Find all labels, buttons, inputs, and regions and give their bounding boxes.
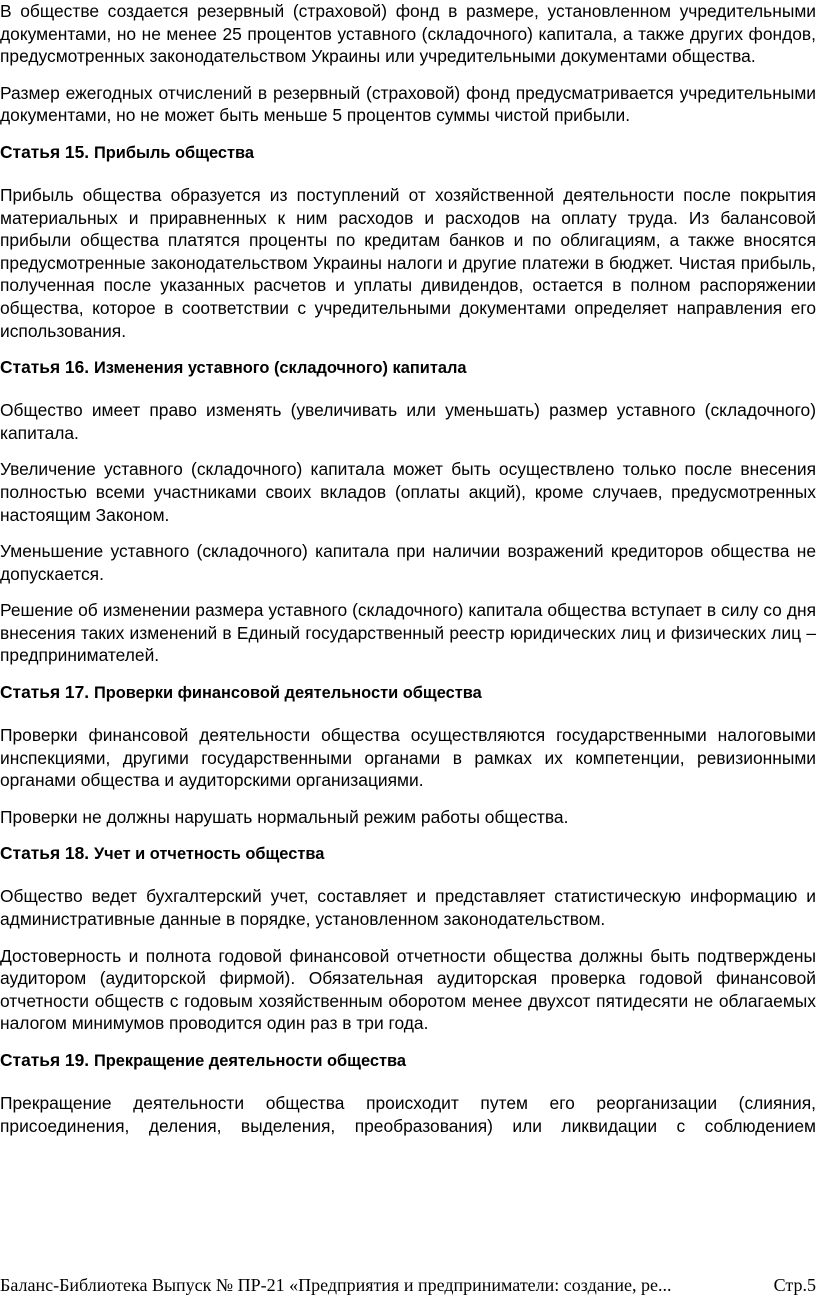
article-number: Статья 18. — [0, 843, 90, 864]
footer-publication: Баланс-Библиотека Выпуск № ПР-21 «Предприятия и предприниматели: создание, ре... — [0, 1275, 672, 1295]
article-16-paragraph-2: Увеличение уставного (складочного) капитала может быть осуществлено только после внесения полностью всеми участниками своих вкладов (оплаты акций), кроме случаев, предусмотренных настоящим Законом. — [0, 459, 816, 525]
paragraph-annual-deductions: Размер ежегодных отчислений в резервный (страховой) фонд предусматривается учредительными документами, но не может быть меньше 5 процентов суммы чистой прибыли. — [0, 82, 816, 126]
article-18-heading — [0, 842, 816, 865]
page-footer — [0, 1274, 816, 1296]
article-15-heading — [0, 141, 816, 164]
article-18-paragraph-1: Общество ведет бухгалтерский учет, составляет и представляет статистическую информацию и административные данные в порядке, установленном законодательством. — [0, 886, 816, 930]
article-title: Прекращение деятельности общества — [93, 1052, 406, 1070]
article-number: Статья 19. — [0, 1050, 90, 1070]
article-19-paragraph: Прекращение деятельности общества происходит путем его реорганизации (слияния, присоединения, деления, выделения, преобразования) или ликвидации с соблюдением — [0, 1093, 816, 1136]
article-number: Статья 17. — [0, 682, 90, 703]
article-title: Учет и отчетность общества — [93, 845, 325, 864]
article-title: Проверки финансовой деятельности общества — [93, 684, 482, 703]
article-17-paragraph-1: Проверки финансовой деятельности общества осуществляются государственными налоговыми инспекциями, другими государственными органами в рамках их компетенции, ревизионными органами общества и аудиторскими организациями. — [0, 725, 816, 791]
article-17-heading — [0, 681, 816, 704]
article-15-paragraph: Прибыль общества образуется из поступлений от хозяйственной деятельности после покрытия материальных и приравненных к ним расходов и расходов на оплату труда. Из балансовой прибыли общества платятся проценты по кредитам банков и по облигациям, а также вносятся предусмотренные законодательством Украины налоги и другие платежи в бюджет. Чистая прибыль, полученная после указанных расчетов и уплаты дивидендов, остается в полном распоряжении общества, которое в соответствии с учредительными документами определяет направления его использования. — [0, 184, 816, 341]
article-number: Статья 16. — [0, 357, 90, 378]
article-title: Прибыль общества — [93, 143, 254, 162]
article-title: Изменения уставного (складочного) капитала — [93, 359, 467, 378]
article-16-paragraph-3: Уменьшение уставного (складочного) капитала при наличии возражений кредиторов общества не допускается. — [0, 541, 816, 584]
paragraph-reserve-fund: В обществе создается резервный (страховой) фонд в размере, установленном учредительными документами, но не менее 25 процентов уставного (складочного) капитала, а также других фондов, предусмотренных законодательством Украины или учредительными документами общества. — [0, 1, 816, 67]
article-18-paragraph-2: Достоверность и полнота годовой финансовой отчетности общества должны быть подтверждены аудитором (аудиторской фирмой). Обязательная аудиторская проверка годовой финансовой отчетности обществ с годовым хозяйственным оборотом менее двухсот пятидесяти не облагаемых налогом минимумов проводится один раз в три года. — [0, 945, 816, 1034]
article-17-paragraph-2: Проверки не должны нарушать нормальный режим работы общества. — [0, 806, 569, 827]
article-19-heading — [0, 1049, 816, 1072]
article-16-paragraph-1: Общество имеет право изменять (увеличивать или уменьшать) размер уставного (складочного) капитала. — [0, 400, 816, 443]
article-number: Статья 15. — [0, 141, 90, 162]
article-16-heading — [0, 356, 816, 379]
article-16-paragraph-4: Решение об изменении размера уставного (складочного) капитала общества вступает в силу со дня внесения таких изменений в Единый государственный реестр юридических лиц и физических лиц – предпринимателей. — [0, 600, 816, 666]
page-number: Стр.5 — [773, 1275, 816, 1295]
